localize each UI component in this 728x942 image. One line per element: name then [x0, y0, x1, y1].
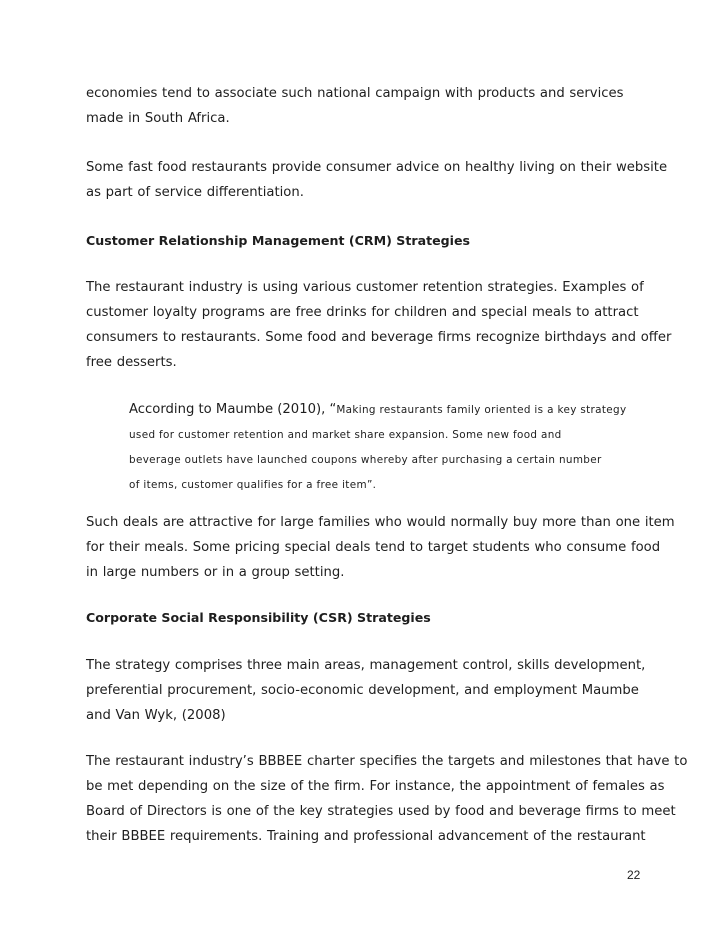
paragraph-national-campaign — [86, 81, 658, 131]
paragraph-bbbee-charter — [86, 749, 688, 849]
page-number: 22 — [627, 868, 641, 882]
text-line: The restaurant industry’s BBBEE charter specifies the targets and milestones that have to — [86, 754, 688, 769]
text-line: The restaurant industry is using various customer retention strategies. Examples of — [86, 280, 644, 295]
text-line: in large numbers or in a group setting. — [86, 565, 345, 580]
heading-crm-strategies — [86, 228, 658, 253]
text-line: free desserts. — [86, 355, 177, 370]
text-line: Such deals are attractive for large families who would normally buy more than one item — [86, 515, 675, 530]
section-heading: Corporate Social Responsibility (CSR) Strategies — [86, 610, 431, 625]
section-heading: Customer Relationship Management (CRM) Strategies — [86, 233, 471, 248]
quote-line: beverage outlets have launched coupons whereby after purchasing a certain number — [129, 454, 602, 466]
text-line: preferential procurement, socio-economic development, and employment Maumbe — [86, 683, 639, 698]
text-line: consumers to restaurants. Some food and beverage firms recognize birthdays and offer — [86, 330, 672, 345]
heading-csr-strategies — [86, 605, 658, 630]
text-line: Board of Directors is one of the key strategies used by food and beverage firms to meet — [86, 804, 676, 819]
text-line: Some fast food restaurants provide consumer advice on healthy living on their website — [86, 160, 668, 175]
quote-line — [129, 395, 659, 423]
text-line: The strategy comprises three main areas, management control, skills development, — [86, 658, 646, 673]
paragraph-retention-strategies — [86, 275, 672, 375]
text-line: for their meals. Some pricing special deals tend to target students who consume food — [86, 540, 661, 555]
text-line: economies tend to associate such national campaign with products and services — [86, 86, 624, 101]
block-quote-maumbe — [129, 395, 659, 498]
quote-lead: According to Maumbe (2010), “ — [129, 402, 337, 417]
text-line: customer loyalty programs are free drinks for children and special meals to attract — [86, 305, 639, 320]
quote-line: used for customer retention and market share expansion. Some new food and — [129, 429, 562, 441]
text-line: be met depending on the size of the firm. For instance, the appointment of females as — [86, 779, 665, 794]
text-line: made in South Africa. — [86, 111, 230, 126]
text-line: as part of service differentiation. — [86, 185, 304, 200]
text-line: and Van Wyk, (2008) — [86, 708, 226, 723]
text-line: their BBBEE requirements. Training and professional advancement of the restaurant — [86, 829, 646, 844]
paragraph-consumer-advice — [86, 155, 668, 205]
quote-line: of items, customer qualifies for a free item”. — [129, 479, 377, 491]
paragraph-strategy-areas — [86, 653, 658, 728]
paragraph-large-families — [86, 510, 675, 585]
quote-text: Making restaurants family oriented is a key strategy — [336, 404, 627, 416]
